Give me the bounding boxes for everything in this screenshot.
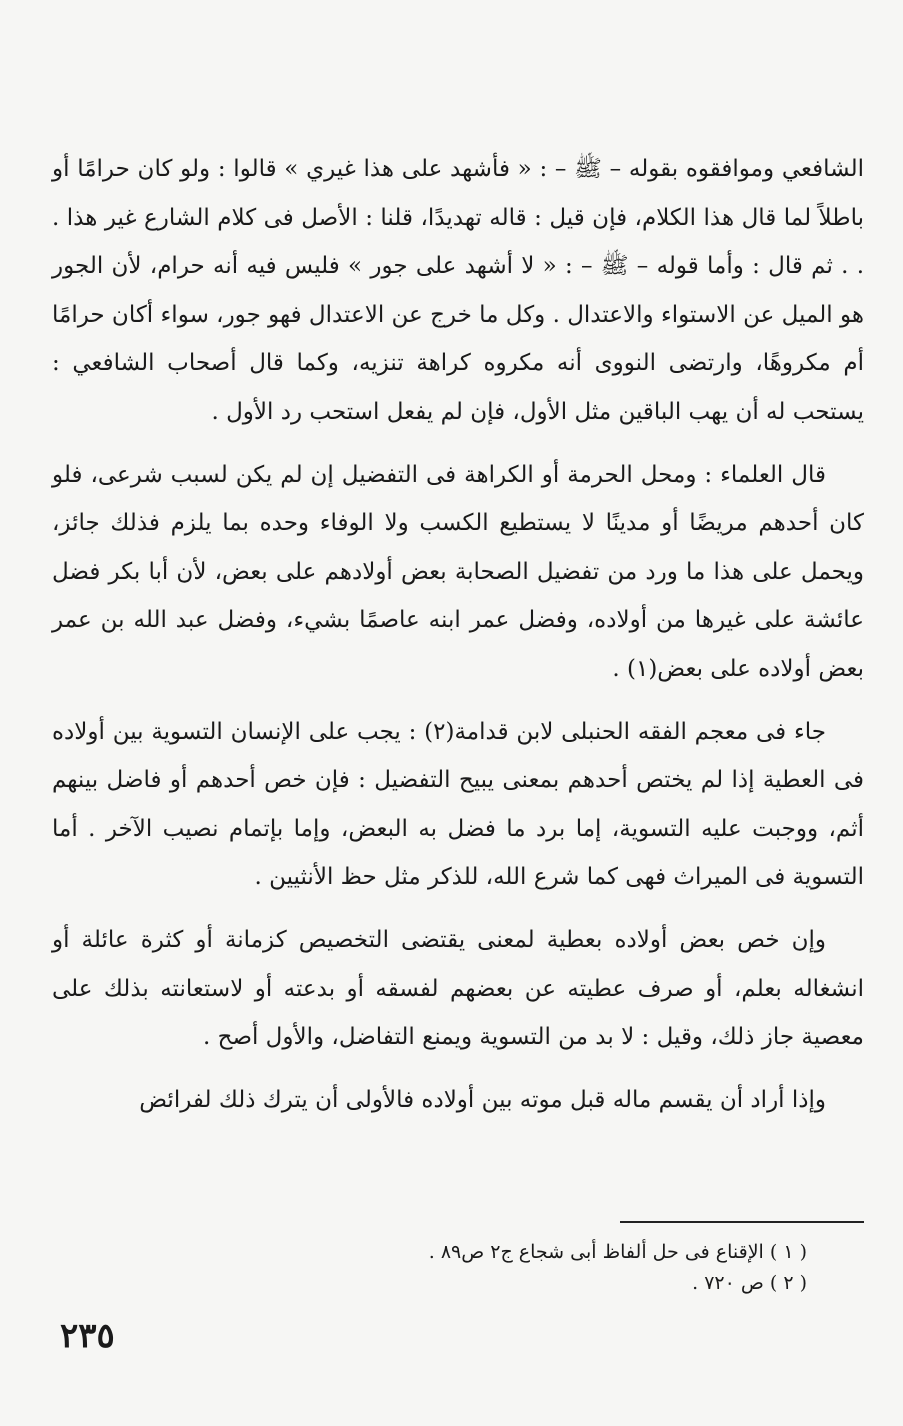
footnote-1: ( ١ ) الإقناع فى حل ألفاظ أبى شجاع ج٢ ص٨٩ .	[428, 1241, 807, 1263]
footnote-divider	[620, 1221, 864, 1223]
footnotes	[247, 1237, 807, 1299]
paragraph-1: الشافعي وموافقوه بقوله – ﷺ – : « فأشهد على هذا غيري » قالوا : ولو كان حرامًا أو باطلاً لما قال هذا الكلام، فإن قيل : قاله تهديدًا، قلنا : الأصل فى كلام الشارع غير هذا . . . ثم قال : وأما قوله – ﷺ – : « لا أشهد على جور » فليس فيه أنه حرام، لأن الجور هو الميل عن الاستواء والاعتدال . وكل ما خرج عن الاعتدال فهو جور، سواء أكان حرامًا أم مكروهًا، وارتضى النووى أنه مكروه كراهة تنزيه، وكما قال أصحاب الشافعي : يستحب له أن يهب الباقين مثل الأول، فإن لم يفعل استحب رد الأول .	[52, 156, 864, 425]
paragraph-5: وإذا أراد أن يقسم ماله قبل موته بين أولاده فالأولى أن يترك ذلك لفرائض	[139, 1086, 826, 1113]
page-number: ٢٣٥	[60, 1316, 115, 1356]
paragraph-2: قال العلماء : ومحل الحرمة أو الكراهة فى التفضيل إن لم يكن لسبب شرعى، فلو كان أحدهم مريضًا أو مدينًا لا يستطيع الكسب ولا الوفاء وحده بما يلزم فذلك جائز، ويحمل على هذا ما ورد من تفضيل الصحابة بعض أولادهم على بعض، لأن أبا بكر فضل عائشة على غيرها من أولاده، وفضل عمر ابنه عاصمًا بشيء، وفضل عبد الله بن عمر بعض أولاده على بعض(١) .	[52, 461, 864, 682]
footnote-2: ( ٢ ) ص ٧٢٠ .	[692, 1272, 807, 1294]
paragraph-3: جاء فى معجم الفقه الحنبلى لابن قدامة(٢) : يجب على الإنسان التسوية بين أولاده فى العطية إذا لم يختص أحدهم بمعنى يبيح التفضيل : فإن خص أحدهم أو فاضل بينهم أثم، ووجبت عليه التسوية، إما برد ما فضل به البعض، وإما بإتمام نصيب الآخر . أما التسوية فى الميراث فهى كما شرع الله، للذكر مثل حظ الأنثيين .	[52, 718, 864, 891]
paragraph-4: وإن خص بعض أولاده بعطية لمعنى يقتضى التخصيص كزمانة أو كثرة عائلة أو انشغاله بعلم، أو صرف عطيته عن بعضهم لفسقه أو بدعته أو لاستعانته بذلك على معصية جاز ذلك، وقيل : لا بد من التسوية ويمنع التفاضل، والأول أصح .	[52, 926, 864, 1051]
main-text	[52, 145, 864, 1128]
